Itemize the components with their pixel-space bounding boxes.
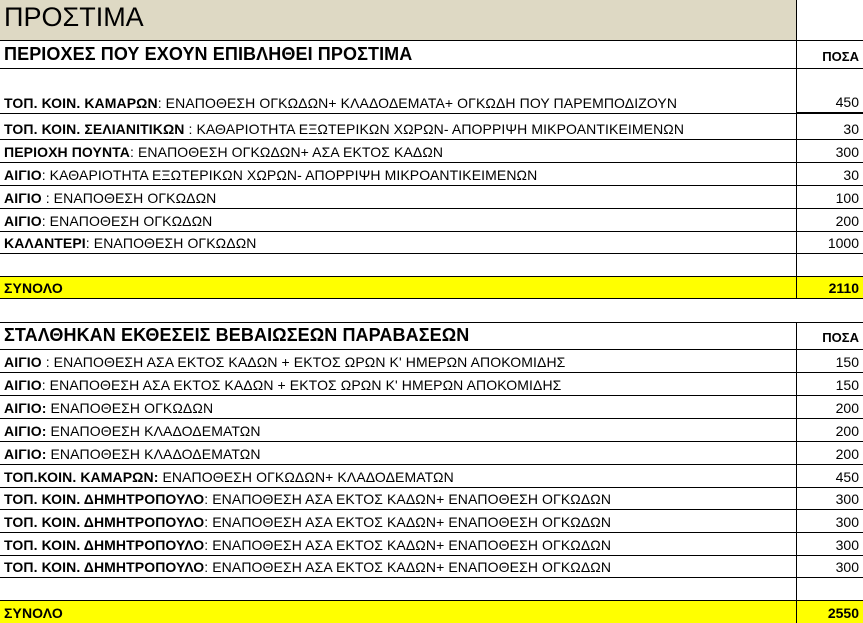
location-cell[interactable] [0, 163, 797, 185]
fine-description: : ΕΝΑΠΟΘΕΣΗ ΟΓΚΩΔΩΝ [85, 235, 257, 251]
section1-amount-header-cell[interactable] [797, 41, 863, 68]
location-name: ΑΙΓΙΟ: [4, 400, 47, 416]
fine-amount: 200 [835, 446, 859, 462]
location-name: ΤΟΠ. ΚΟΙΝ. ΣΕΛΙΑΝΙΤΙΚΩΝ [4, 121, 185, 137]
amount-cell[interactable] [797, 465, 863, 487]
amount-cell[interactable] [797, 186, 863, 208]
fine-amount: 300 [835, 144, 859, 160]
total-label: ΣΥΝΟΛΟ [4, 605, 63, 621]
amount-cell[interactable] [797, 140, 863, 162]
fine-description: ΕΝΑΠΟΘΕΣΗ ΟΓΚΩΔΩΝ [46, 400, 214, 416]
empty-cell[interactable] [0, 254, 797, 276]
amount-cell[interactable] [797, 209, 863, 231]
section1-heading: ΠΕΡΙΟΧΕΣ ΠΟΥ ΕΧΟΥΝ ΕΠΙΒΛΗΘΕΙ ΠΡΟΣΤΙΜΑ [4, 44, 413, 64]
fine-description: : ΕΝΑΠΟΘΕΣΗ ΑΣΑ ΕΚΤΟΣ ΚΑΔΩΝ + ΕΚΤΟΣ ΩΡΩΝ Κ' ΗΜΕΡΩΝ ΑΠΟΚΟΜΙΔΗΣ [41, 377, 562, 393]
empty-cell[interactable] [0, 578, 797, 600]
location-name: ΚΑΛΑΝΤΕΡΙ [4, 235, 86, 251]
table-row [0, 185, 863, 208]
fine-description: : ΕΝΑΠΟΘΕΣΗ ΑΣΑ ΕΚΤΟΣ ΚΑΔΩΝ+ ΕΝΑΠΟΘΕΣΗ ΟΓΚΩΔΩΝ [204, 491, 612, 507]
fine-amount: 30 [843, 121, 859, 137]
fine-description: : ΕΝΑΠΟΘΕΣΗ ΟΓΚΩΔΩΝ [41, 190, 217, 206]
location-name: ΑΙΓΙΟ [4, 377, 42, 393]
location-name: ΤΟΠ. ΚΟΙΝ. ΔΗΜΗΤΡΟΠΟΥΛΟ [4, 491, 205, 507]
title-cell[interactable] [0, 0, 797, 40]
fine-description: : ΕΝΑΠΟΘΕΣΗ ΑΣΑ ΕΚΤΟΣ ΚΑΔΩΝ+ ΕΝΑΠΟΘΕΣΗ ΟΓΚΩΔΩΝ [204, 537, 612, 553]
amount-cell[interactable] [797, 232, 863, 253]
location-cell[interactable] [0, 396, 797, 418]
section1-header-row [0, 41, 863, 69]
fine-description: : ΕΝΑΠΟΘΕΣΗ ΑΣΑ ΕΚΤΟΣ ΚΑΔΩΝ + ΕΚΤΟΣ ΩΡΩΝ Κ' ΗΜΕΡΩΝ ΑΠΟΚΟΜΙΔΗΣ [41, 354, 566, 370]
location-cell[interactable] [0, 419, 797, 441]
location-cell[interactable] [0, 533, 797, 555]
table-row [0, 350, 863, 373]
fine-amount: 300 [835, 514, 859, 530]
location-cell[interactable] [0, 232, 797, 253]
location-name: ΤΟΠ. ΚΟΙΝ. ΔΗΜΗΤΡΟΠΟΥΛΟ [4, 559, 205, 575]
amount-cell[interactable] [797, 442, 863, 464]
table-row [0, 488, 863, 510]
fine-description: : ΕΝΑΠΟΘΕΣΗ ΟΓΚΩΔΩΝ+ ΚΛΑΔΟΔΕΜΑΤΑ+ ΟΓΚΩΔΗ ΠΟΥ ΠΑΡΕΜΠΟΔΙΖΟΥΝ [157, 95, 678, 111]
amount-cell[interactable] [797, 69, 863, 113]
total-label: ΣΥΝΟΛΟ [4, 280, 63, 296]
amount-cell[interactable] [797, 556, 863, 577]
location-cell[interactable] [0, 465, 797, 487]
fine-amount: 200 [835, 213, 859, 229]
fine-amount: 300 [835, 559, 859, 575]
location-cell[interactable] [0, 442, 797, 464]
fine-amount: 450 [835, 469, 859, 485]
fine-amount: 300 [835, 491, 859, 507]
table-row [0, 465, 863, 488]
title-side-cell[interactable] [797, 0, 863, 40]
table-row [0, 162, 863, 185]
location-name: ΑΙΓΙΟ: [4, 423, 47, 439]
fine-description: : ΕΝΑΠΟΘΕΣΗ ΑΣΑ ΕΚΤΟΣ ΚΑΔΩΝ+ ΕΝΑΠΟΘΕΣΗ ΟΓΚΩΔΩΝ [204, 514, 612, 530]
amount-cell[interactable] [797, 533, 863, 555]
table-row [0, 113, 863, 139]
location-cell[interactable] [0, 69, 797, 113]
fine-description: ΕΝΑΠΟΘΕΣΗ ΚΛΑΔΟΔΕΜΑΤΩΝ [46, 423, 261, 439]
fine-description: : ΚΑΘΑΡΙΟΤΗΤΑ ΕΞΩΤΕΡΙΚΩΝ ΧΩΡΩΝ- ΑΠΟΡΡΙΨΗ ΜΙΚΡΟΑΝΤΙΚΕΙΜΕΝΩΝ [184, 121, 685, 137]
amount-cell[interactable] [797, 396, 863, 418]
section2-amount-header-cell[interactable] [797, 323, 863, 349]
total-label-cell[interactable] [0, 277, 797, 298]
location-cell[interactable] [0, 510, 797, 532]
fine-amount: 200 [835, 400, 859, 416]
fine-description: ΕΝΑΠΟΘΕΣΗ ΚΛΑΔΟΔΕΜΑΤΩΝ [46, 446, 261, 462]
title-row [0, 0, 863, 41]
empty-row [0, 578, 863, 600]
location-cell[interactable] [0, 488, 797, 509]
table-row [0, 556, 863, 578]
section2-total-row [0, 600, 863, 623]
table-row [0, 139, 863, 162]
empty-cell[interactable] [797, 254, 863, 276]
fine-description: : ΕΝΑΠΟΘΕΣΗ ΑΣΑ ΕΚΤΟΣ ΚΑΔΩΝ+ ΕΝΑΠΟΘΕΣΗ ΟΓΚΩΔΩΝ [204, 559, 612, 575]
fine-description: : ΚΑΘΑΡΙΟΤΗΤΑ ΕΞΩΤΕΡΙΚΩΝ ΧΩΡΩΝ- ΑΠΟΡΡΙΨΗ ΜΙΚΡΟΑΝΤΙΚΕΙΜΕΝΩΝ [41, 167, 538, 183]
location-name: ΑΙΓΙΟ [4, 354, 42, 370]
section2-heading: ΣΤΑΛΘΗΚΑΝ ΕΚΘΕΣΕΙΣ ΒΕΒΑΙΩΣΕΩΝ ΠΑΡΑΒΑΣΕΩΝ [4, 325, 470, 345]
location-cell[interactable] [0, 186, 797, 208]
amount-cell[interactable] [797, 350, 863, 372]
location-name: ΤΟΠ. ΚΟΙΝ. ΚΑΜΑΡΩΝ [4, 95, 158, 111]
fine-description: ΕΝΑΠΟΘΕΣΗ ΟΓΚΩΔΩΝ+ ΚΛΑΔΟΔΕΜΑΤΩΝ [158, 469, 454, 485]
section2-amount-header: ΠΟΣΑ [822, 330, 859, 345]
table-row [0, 231, 863, 254]
location-name: ΤΟΠ. ΚΟΙΝ. ΔΗΜΗΤΡΟΠΟΥΛΟ [4, 514, 205, 530]
table-row [0, 419, 863, 442]
gap-row [0, 299, 863, 322]
section1-amount-header: ΠΟΣΑ [822, 49, 859, 64]
table-row [0, 396, 863, 419]
amount-cell[interactable] [797, 114, 863, 139]
fine-description: : ΕΝΑΠΟΘΕΣΗ ΟΓΚΩΔΩΝ+ ΑΣΑ ΕΚΤΟΣ ΚΑΔΩΝ [130, 144, 444, 160]
amount-cell[interactable] [797, 373, 863, 395]
table-row [0, 442, 863, 465]
location-name: ΑΙΓΙΟ: [4, 446, 47, 462]
fine-amount: 150 [835, 354, 859, 370]
location-cell[interactable] [0, 350, 797, 372]
section2-header-row [0, 322, 863, 350]
fine-amount: 200 [835, 423, 859, 439]
section1-total-row [0, 276, 863, 299]
amount-cell[interactable] [797, 488, 863, 509]
empty-cell[interactable] [797, 578, 863, 600]
section1-heading-cell[interactable] [0, 41, 797, 68]
location-name: ΤΟΠ.ΚΟΙΝ. ΚΑΜΑΡΩΝ: [4, 469, 159, 485]
total-value: 2110 [828, 280, 859, 296]
location-name: ΠΕΡΙΟΧΗ ΠΟΥΝΤΑ [4, 144, 130, 160]
total-value: 2550 [827, 605, 859, 621]
fine-amount: 150 [835, 377, 859, 393]
location-cell[interactable] [0, 556, 797, 577]
page-title: ΠΡΟΣΤΙΜΑ [4, 2, 144, 32]
location-name: ΑΙΓΙΟ [4, 190, 42, 206]
table-row [0, 208, 863, 231]
fine-amount: 30 [843, 167, 859, 183]
table-row [0, 533, 863, 556]
location-cell[interactable] [0, 140, 797, 162]
section1-first-row [0, 69, 863, 113]
location-cell[interactable] [0, 209, 797, 231]
location-name: ΤΟΠ. ΚΟΙΝ. ΔΗΜΗΤΡΟΠΟΥΛΟ [4, 537, 205, 553]
location-name: ΑΙΓΙΟ [4, 167, 42, 183]
location-name: ΑΙΓΙΟ [4, 213, 42, 229]
empty-row [0, 254, 863, 276]
fine-amount: 100 [835, 190, 859, 206]
fine-amount: 300 [835, 537, 859, 553]
total-value-cell[interactable] [797, 601, 863, 623]
table-row [0, 510, 863, 533]
total-value-cell[interactable] [797, 277, 863, 298]
fine-amount: 1000 [827, 235, 859, 251]
total-label-cell[interactable] [0, 601, 797, 623]
section2-heading-cell[interactable] [0, 323, 797, 349]
table-row [0, 373, 863, 396]
location-cell[interactable] [0, 373, 797, 395]
fine-amount: 450 [835, 94, 859, 110]
fine-description: : ΕΝΑΠΟΘΕΣΗ ΟΓΚΩΔΩΝ [41, 213, 213, 229]
amount-cell[interactable] [797, 163, 863, 185]
location-cell[interactable] [0, 114, 797, 139]
amount-cell[interactable] [797, 510, 863, 532]
amount-cell[interactable] [797, 419, 863, 441]
